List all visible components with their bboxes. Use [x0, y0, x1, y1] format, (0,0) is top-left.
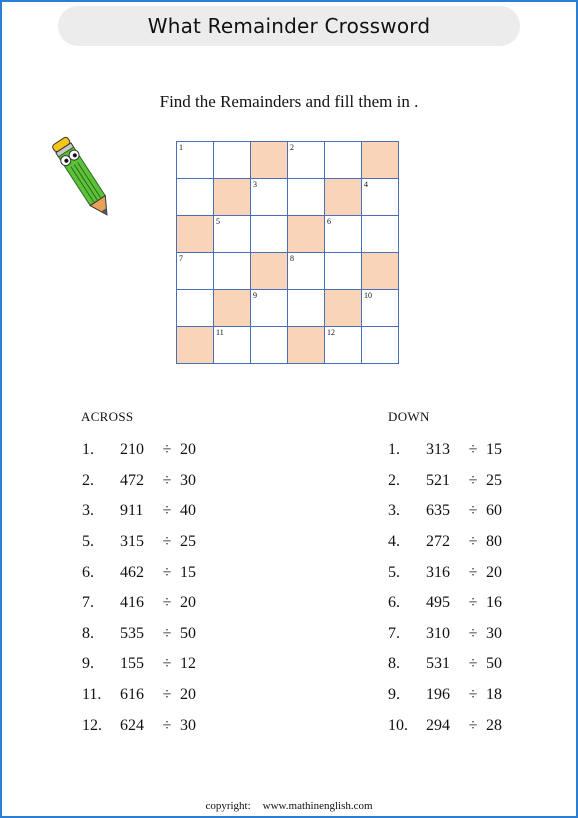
- divisor: 60: [486, 502, 502, 520]
- across-clues: [82, 435, 196, 741]
- clue-number: 6.: [82, 563, 94, 581]
- dividend: 531: [426, 655, 450, 673]
- down-clue: [388, 496, 502, 527]
- grid-cell[interactable]: [362, 327, 399, 364]
- divisor: 20: [180, 441, 196, 459]
- divisor: 18: [486, 686, 502, 704]
- down-clue: [388, 466, 502, 497]
- divide-sign: ÷: [162, 533, 172, 551]
- grid-cell-shaded: [251, 142, 288, 179]
- across-clue: [82, 557, 196, 588]
- clue-expression: [426, 625, 502, 643]
- dividend: 416: [120, 594, 144, 612]
- divisor: 40: [180, 502, 196, 520]
- dividend: 462: [120, 563, 144, 581]
- cell-number: 5: [216, 217, 220, 226]
- cell-number: 11: [216, 328, 224, 337]
- clue-expression: [120, 717, 196, 735]
- grid-cell-shaded: [288, 216, 325, 253]
- cell-number: 2: [290, 143, 294, 152]
- grid-cell[interactable]: [177, 179, 214, 216]
- clue-expression: [120, 472, 196, 490]
- grid-cell[interactable]: [251, 327, 288, 364]
- divisor: 80: [486, 533, 502, 551]
- grid-cell[interactable]: [214, 253, 251, 290]
- pencil-icon: [48, 128, 118, 228]
- grid-cell[interactable]: [325, 327, 362, 364]
- cell-number: 6: [327, 217, 331, 226]
- dividend: 472: [120, 471, 144, 489]
- down-clue: [388, 557, 502, 588]
- grid-cell[interactable]: [288, 290, 325, 327]
- across-clue: [82, 588, 196, 619]
- divide-sign: ÷: [162, 655, 172, 673]
- divisor: 15: [486, 441, 502, 459]
- across-clue: [82, 496, 196, 527]
- down-header: DOWN: [388, 409, 430, 424]
- dividend: 310: [426, 624, 450, 642]
- clue-number: 8.: [82, 624, 94, 642]
- grid-cell[interactable]: [214, 327, 251, 364]
- divisor: 25: [180, 533, 196, 551]
- clue-number: 4.: [388, 533, 400, 551]
- clue-expression: [426, 594, 502, 612]
- across-clue: [82, 435, 196, 466]
- grid-cell[interactable]: [362, 216, 399, 253]
- clue-expression: [120, 625, 196, 643]
- divide-sign: ÷: [468, 563, 478, 581]
- down-clues: [388, 435, 502, 741]
- divide-sign: ÷: [162, 624, 172, 642]
- grid-cell-shaded: [362, 142, 399, 179]
- grid-cell-shaded: [362, 253, 399, 290]
- clue-number: 10.: [388, 716, 408, 734]
- grid-cell[interactable]: [177, 142, 214, 179]
- divide-sign: ÷: [162, 471, 172, 489]
- down-clue: [388, 680, 502, 711]
- grid-cell[interactable]: [251, 179, 288, 216]
- clue-number: 7.: [388, 624, 400, 642]
- clue-number: 1.: [82, 441, 94, 459]
- dividend: 313: [426, 441, 450, 459]
- dividend: 624: [120, 716, 144, 734]
- dividend: 316: [426, 563, 450, 581]
- divide-sign: ÷: [468, 624, 478, 642]
- down-clue: [388, 649, 502, 680]
- grid-cell[interactable]: [177, 253, 214, 290]
- grid-cell[interactable]: [214, 216, 251, 253]
- grid-cell[interactable]: [251, 216, 288, 253]
- grid-cell-shaded: [214, 290, 251, 327]
- grid-cell[interactable]: [288, 179, 325, 216]
- divide-sign: ÷: [162, 441, 172, 459]
- clue-expression: [120, 533, 196, 551]
- clue-number: 7.: [82, 594, 94, 612]
- across-clue: [82, 649, 196, 680]
- clue-expression: [426, 441, 502, 459]
- cell-number: 4: [364, 180, 368, 189]
- dividend: 272: [426, 533, 450, 551]
- clue-number: 2.: [388, 471, 400, 489]
- divide-sign: ÷: [162, 502, 172, 520]
- dividend: 521: [426, 471, 450, 489]
- clue-expression: [120, 655, 196, 673]
- grid-cell[interactable]: [362, 290, 399, 327]
- clue-number: 9.: [388, 686, 400, 704]
- clue-expression: [120, 441, 196, 459]
- divide-sign: ÷: [468, 502, 478, 520]
- grid-cell-shaded: [214, 179, 251, 216]
- dividend: 911: [120, 502, 144, 520]
- clue-expression: [426, 655, 502, 673]
- dividend: 495: [426, 594, 450, 612]
- clue-expression: [120, 686, 196, 704]
- grid-cell[interactable]: [251, 290, 288, 327]
- cell-number: 8: [290, 254, 294, 263]
- dividend: 294: [426, 716, 450, 734]
- clue-expression: [426, 564, 502, 582]
- divisor: 20: [486, 563, 502, 581]
- clue-expression: [426, 502, 502, 520]
- dividend: 155: [120, 655, 144, 673]
- dividend: 635: [426, 502, 450, 520]
- clue-expression: [426, 472, 502, 490]
- cell-number: 12: [327, 328, 335, 337]
- grid-cell-shaded: [177, 216, 214, 253]
- divisor: 15: [180, 563, 196, 581]
- cell-number: 9: [253, 291, 257, 300]
- grid-cell[interactable]: [325, 216, 362, 253]
- across-clue: [82, 619, 196, 650]
- clue-number: 3.: [82, 502, 94, 520]
- clue-expression: [120, 502, 196, 520]
- clue-number: 12.: [82, 716, 102, 734]
- dividend: 196: [426, 686, 450, 704]
- grid-cell[interactable]: [362, 179, 399, 216]
- divisor: 30: [486, 624, 502, 642]
- down-clue: [388, 435, 502, 466]
- cell-number: 7: [179, 254, 183, 263]
- footer: [0, 800, 578, 812]
- grid-cell-shaded: [177, 327, 214, 364]
- divisor: 30: [180, 716, 196, 734]
- dividend: 616: [120, 686, 144, 704]
- site-link[interactable]: www.mathinenglish.com: [262, 800, 373, 812]
- divisor: 20: [180, 686, 196, 704]
- grid-cell[interactable]: [325, 253, 362, 290]
- divide-sign: ÷: [468, 594, 478, 612]
- instructions: Find the Remainders and fill them in .: [159, 92, 419, 111]
- divide-sign: ÷: [468, 533, 478, 551]
- divide-sign: ÷: [468, 471, 478, 489]
- divide-sign: ÷: [162, 563, 172, 581]
- clue-expression: [120, 594, 196, 612]
- divisor: 25: [486, 471, 502, 489]
- crossword-grid: [176, 141, 399, 364]
- cell-number: 3: [253, 180, 257, 189]
- grid-cell-shaded: [288, 327, 325, 364]
- clue-expression: [426, 533, 502, 551]
- divisor: 50: [486, 655, 502, 673]
- grid-cell[interactable]: [214, 142, 251, 179]
- copyright-label: copyright:: [205, 800, 251, 812]
- down-clue: [388, 710, 502, 741]
- across-clue: [82, 710, 196, 741]
- grid-cell[interactable]: [177, 290, 214, 327]
- across-clue: [82, 466, 196, 497]
- divide-sign: ÷: [468, 655, 478, 673]
- across-clue: [82, 527, 196, 558]
- clue-number: 2.: [82, 471, 94, 489]
- grid-cell-shaded: [325, 179, 362, 216]
- clue-number: 5.: [388, 563, 400, 581]
- dividend: 535: [120, 624, 144, 642]
- clue-expression: [426, 686, 502, 704]
- grid-cell-shaded: [325, 290, 362, 327]
- divisor: 20: [180, 594, 196, 612]
- divide-sign: ÷: [468, 716, 478, 734]
- down-clue: [388, 527, 502, 558]
- divide-sign: ÷: [162, 594, 172, 612]
- clue-number: 3.: [388, 502, 400, 520]
- divisor: 50: [180, 624, 196, 642]
- down-clue: [388, 619, 502, 650]
- grid-cell[interactable]: [288, 142, 325, 179]
- divisor: 16: [486, 594, 502, 612]
- dividend: 315: [120, 533, 144, 551]
- clue-number: 11.: [82, 686, 102, 704]
- grid-cell[interactable]: [325, 142, 362, 179]
- clue-number: 1.: [388, 441, 400, 459]
- clue-number: 9.: [82, 655, 94, 673]
- divisor: 28: [486, 716, 502, 734]
- divide-sign: ÷: [162, 686, 172, 704]
- across-clue: [82, 680, 196, 711]
- divisor: 12: [180, 655, 196, 673]
- down-clue: [388, 588, 502, 619]
- clue-expression: [426, 717, 502, 735]
- divide-sign: ÷: [468, 686, 478, 704]
- cell-number: 10: [364, 291, 372, 300]
- clue-number: 5.: [82, 533, 94, 551]
- across-header: ACROSS: [81, 409, 134, 424]
- grid-cell[interactable]: [288, 253, 325, 290]
- cell-number: 1: [179, 143, 183, 152]
- clue-expression: [120, 564, 196, 582]
- clue-number: 8.: [388, 655, 400, 673]
- divide-sign: ÷: [162, 716, 172, 734]
- page-title: What Remainder Crossword: [147, 14, 431, 38]
- divide-sign: ÷: [468, 441, 478, 459]
- grid-cell-shaded: [251, 253, 288, 290]
- divisor: 30: [180, 471, 196, 489]
- dividend: 210: [120, 441, 144, 459]
- title-bar: [58, 6, 520, 46]
- clue-number: 6.: [388, 594, 400, 612]
